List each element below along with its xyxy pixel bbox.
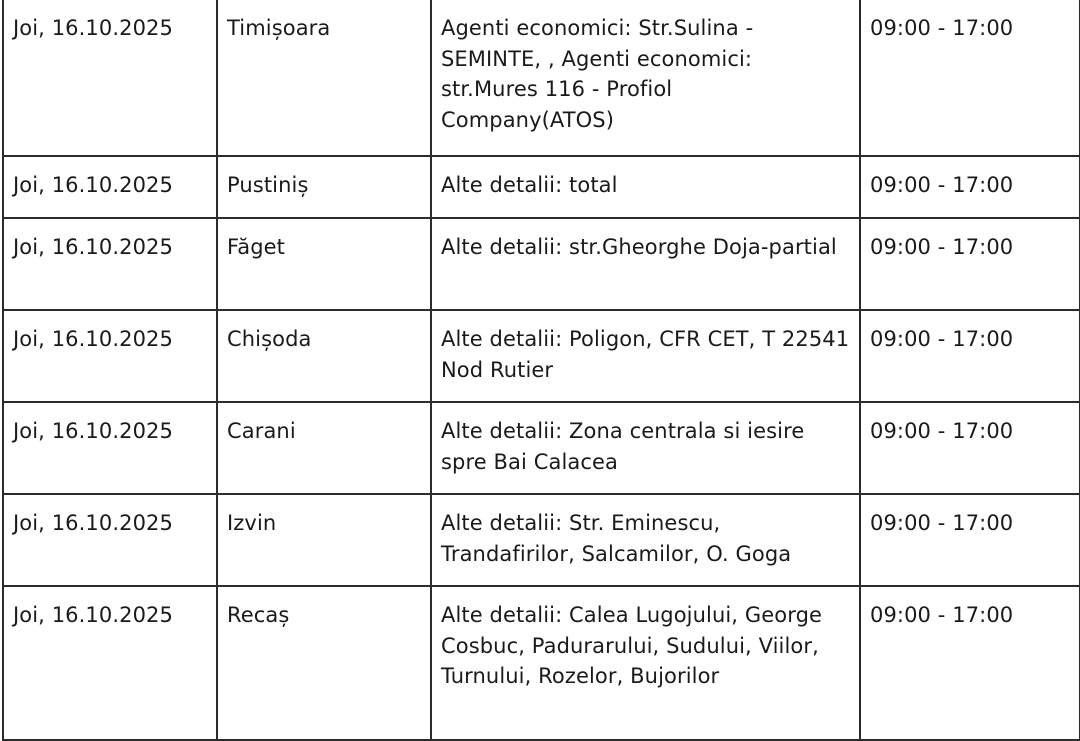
date-cell: [3, 156, 217, 218]
details-cell: [431, 218, 860, 310]
locality-text: Chișoda: [227, 327, 312, 351]
interval-text: 09:00 - 17:00: [870, 173, 1014, 197]
interval-cell: [860, 402, 1080, 494]
details-cell: [431, 586, 860, 740]
date-text: Joi, 16.10.2025: [13, 173, 173, 197]
locality-cell: [217, 156, 431, 218]
table-row: [3, 0, 1080, 156]
interval-cell: [860, 310, 1080, 402]
details-text: Alte detalii: total: [441, 173, 618, 197]
details-text: Alte detalii: Poligon, CFR CET, T 22541 Nod Rutier: [441, 327, 850, 382]
interval-cell: [860, 586, 1080, 740]
locality-text: Făget: [227, 235, 286, 259]
outage-schedule-table: [2, 0, 1080, 741]
date-text: Joi, 16.10.2025: [13, 16, 173, 40]
date-cell: [3, 402, 217, 494]
details-cell: [431, 402, 860, 494]
details-cell: [431, 494, 860, 586]
locality-cell: [217, 402, 431, 494]
locality-cell: [217, 310, 431, 402]
locality-cell: [217, 0, 431, 156]
table-row: [3, 156, 1080, 218]
details-cell: [431, 0, 860, 156]
details-text: Alte detalii: Str. Eminescu, Trandafirilor, Salcamilor, O. Goga: [441, 511, 792, 566]
details-text: Alte detalii: Calea Lugojului, George Cosbuc, Padurarului, Sudului, Viilor, Turnului, Rozelor, Bujorilor: [441, 603, 823, 688]
locality-text: Recaș: [227, 603, 290, 627]
locality-text: Pustiniș: [227, 173, 309, 197]
date-text: Joi, 16.10.2025: [13, 327, 173, 351]
interval-cell: [860, 0, 1080, 156]
interval-cell: [860, 156, 1080, 218]
table-row: [3, 218, 1080, 310]
details-text: Alte detalii: str.Gheorghe Doja-partial: [441, 235, 837, 259]
locality-cell: [217, 218, 431, 310]
locality-text: Izvin: [227, 511, 277, 535]
interval-text: 09:00 - 17:00: [870, 235, 1014, 259]
interval-cell: [860, 494, 1080, 586]
locality-cell: [217, 586, 431, 740]
date-text: Joi, 16.10.2025: [13, 419, 173, 443]
interval-text: 09:00 - 17:00: [870, 16, 1014, 40]
interval-text: 09:00 - 17:00: [870, 511, 1014, 535]
interval-cell: [860, 218, 1080, 310]
table-row: [3, 494, 1080, 586]
table-row: [3, 402, 1080, 494]
details-cell: [431, 156, 860, 218]
date-text: Joi, 16.10.2025: [13, 511, 173, 535]
details-text: Agenti economici: Str.Sulina - SEMINTE, , Agenti economici: str.Mures 116 - Profiol Company(ATOS): [441, 16, 754, 132]
details-text: Alte detalii: Zona centrala si iesire spre Bai Calacea: [441, 419, 805, 474]
interval-text: 09:00 - 17:00: [870, 327, 1014, 351]
date-cell: [3, 0, 217, 156]
table-row: [3, 310, 1080, 402]
locality-cell: [217, 494, 431, 586]
date-text: Joi, 16.10.2025: [13, 235, 173, 259]
locality-text: Carani: [227, 419, 296, 443]
locality-text: Timișoara: [227, 16, 331, 40]
date-text: Joi, 16.10.2025: [13, 603, 173, 627]
details-cell: [431, 310, 860, 402]
date-cell: [3, 586, 217, 740]
table-row: [3, 586, 1080, 740]
date-cell: [3, 494, 217, 586]
date-cell: [3, 218, 217, 310]
interval-text: 09:00 - 17:00: [870, 603, 1014, 627]
date-cell: [3, 310, 217, 402]
interval-text: 09:00 - 17:00: [870, 419, 1014, 443]
